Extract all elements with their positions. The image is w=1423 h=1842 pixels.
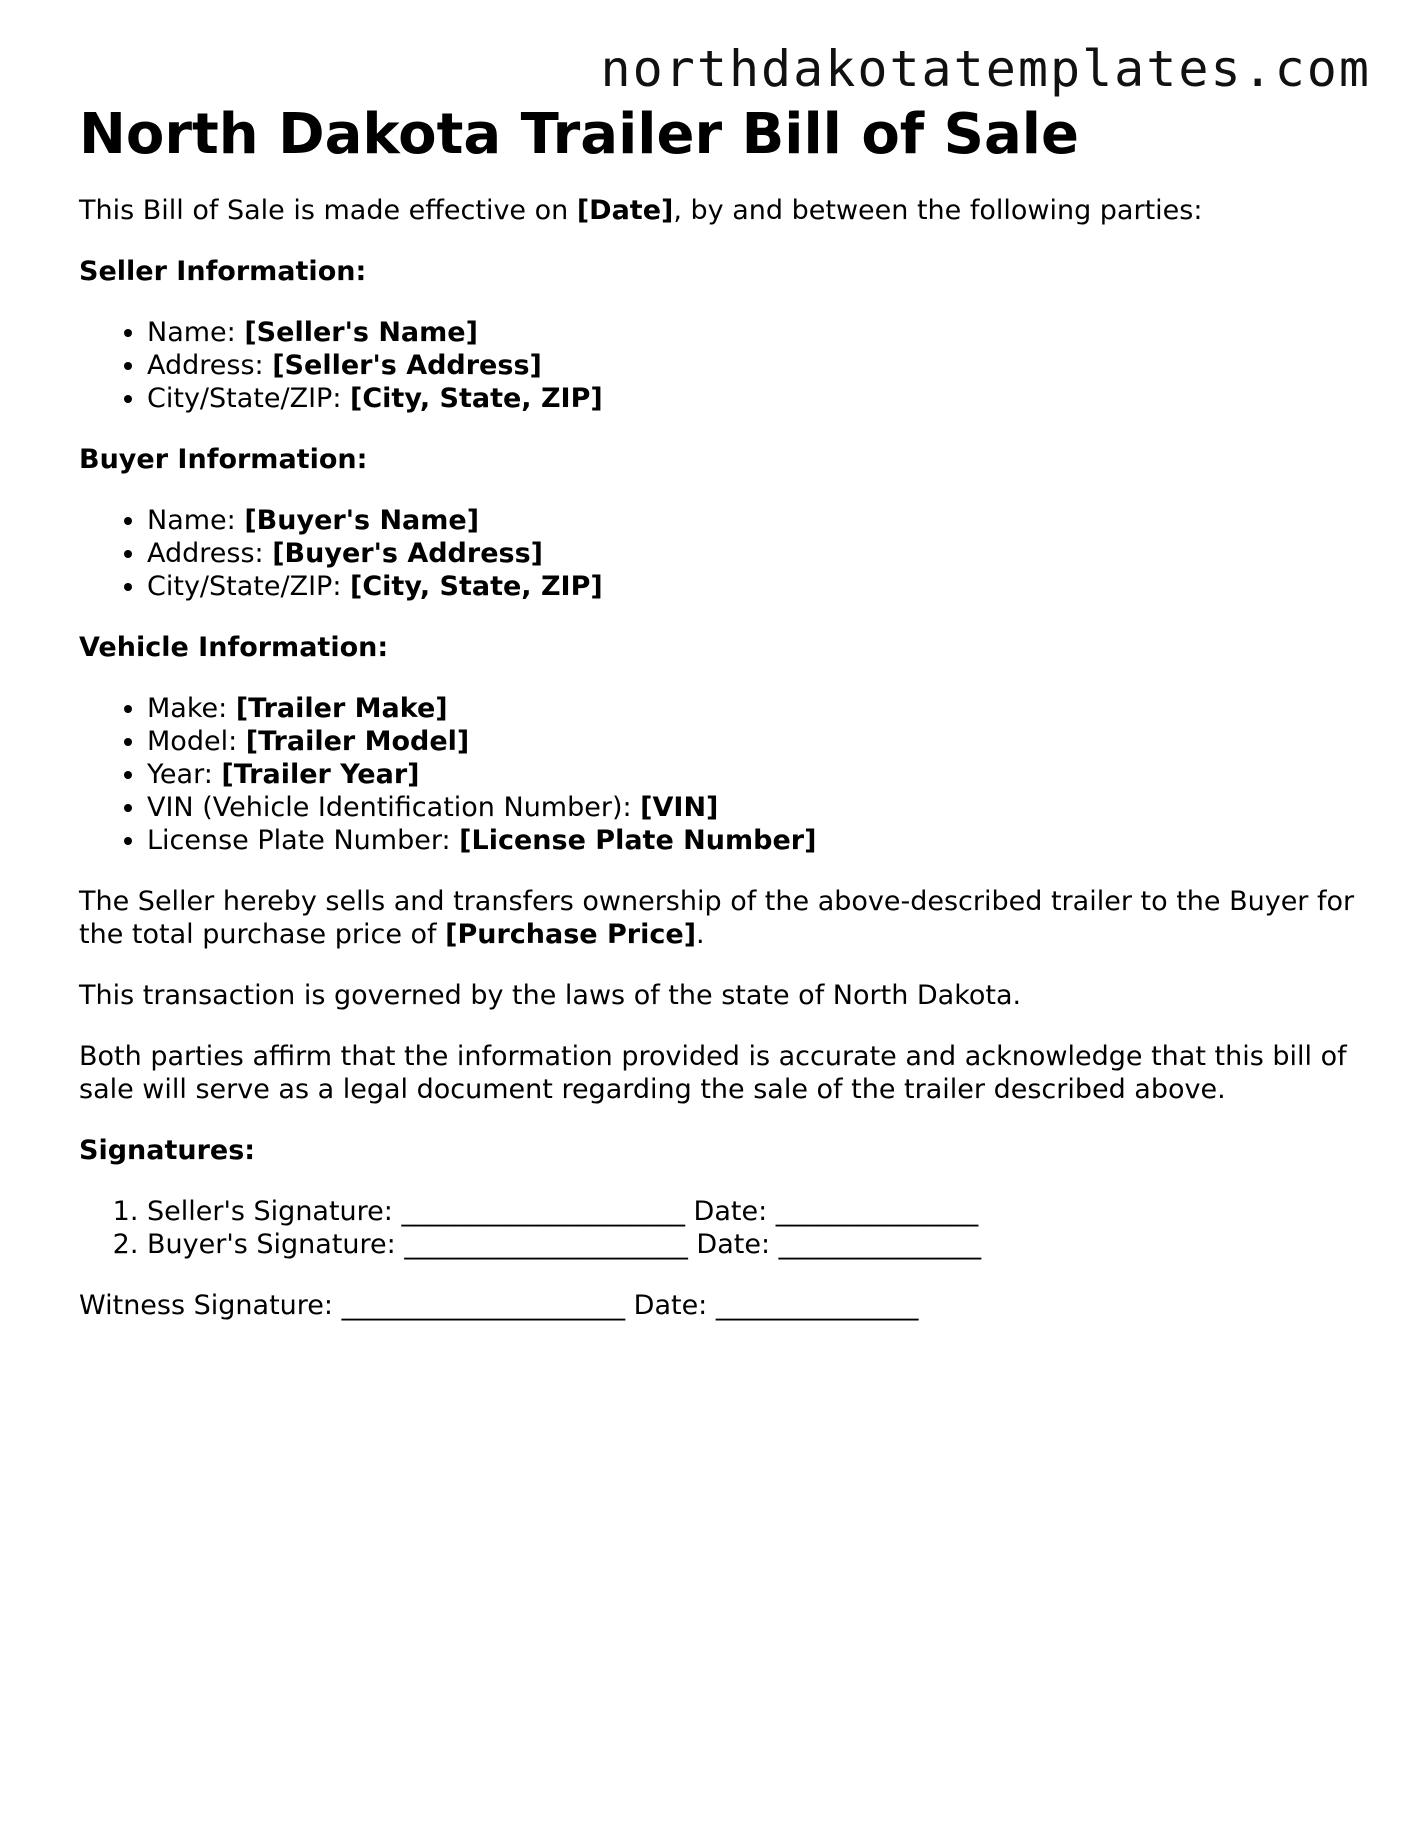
seller-name-field: [Seller's Name]	[244, 317, 478, 348]
seller-address-item	[147, 349, 1359, 382]
governing-law-paragraph: This transaction is governed by the laws of the state of North Dakota.	[79, 980, 1022, 1011]
purchase-price-field: [Purchase Price]	[445, 919, 697, 950]
vehicle-section-heading: Vehicle Information:	[79, 632, 389, 663]
buyer-section-heading: Buyer Information:	[79, 444, 368, 475]
vehicle-make-label: Make:	[147, 693, 236, 724]
page-title: North Dakota Trailer Bill of Sale	[79, 102, 1079, 167]
seller-address-field: [Seller's Address]	[272, 350, 542, 381]
vehicle-model-field: [Trailer Model]	[245, 726, 470, 757]
intro-paragraph	[79, 194, 1359, 227]
site-watermark: northdakotatemplates.com	[600, 40, 1371, 98]
vehicle-info-list	[79, 692, 1359, 857]
intro-text-after: , by and between the following parties:	[673, 195, 1203, 226]
vehicle-year-field: [Trailer Year]	[221, 759, 420, 790]
transfer-text-after: .	[696, 919, 705, 950]
document-body	[79, 96, 1359, 1322]
buyer-address-item	[147, 537, 1359, 570]
vehicle-vin-item	[147, 791, 1359, 824]
buyer-signature-line: 2. Buyer's Signature: _____________________ Date: _______________	[147, 1228, 1359, 1261]
vehicle-vin-label: VIN (Vehicle Identification Number):	[147, 792, 641, 823]
buyer-city-label: City/State/ZIP:	[147, 571, 351, 602]
affirmation-paragraph: Both parties affirm that the information provided is accurate and acknowledge that this bill of sale will serve as a legal document regarding the sale of the trailer described above.	[79, 1041, 1347, 1105]
vehicle-model-item	[147, 725, 1359, 758]
buyer-address-field: [Buyer's Address]	[272, 538, 543, 569]
buyer-city-field: [City, State, ZIP]	[350, 571, 603, 602]
signatures-section-heading: Signatures:	[79, 1135, 256, 1166]
vehicle-vin-field: [VIN]	[640, 792, 719, 823]
seller-name-item	[147, 316, 1359, 349]
vehicle-plate-label: License Plate Number:	[147, 825, 460, 856]
seller-city-item	[147, 382, 1359, 415]
transfer-text-before: The Seller hereby sells and transfers ownership of the above-described trailer to the Buyer for the total purchase price of	[79, 886, 1355, 950]
effective-date-field: [Date]	[576, 195, 674, 226]
buyer-info-list	[79, 504, 1359, 603]
seller-city-field: [City, State, ZIP]	[350, 383, 603, 414]
signature-list	[79, 1195, 1359, 1261]
intro-text-before: This Bill of Sale is made effective on	[79, 195, 577, 226]
buyer-name-label: Name:	[147, 505, 245, 536]
seller-city-label: City/State/ZIP:	[147, 383, 351, 414]
vehicle-model-label: Model:	[147, 726, 246, 757]
vehicle-year-label: Year:	[147, 759, 222, 790]
seller-address-label: Address:	[147, 350, 273, 381]
buyer-city-item	[147, 570, 1359, 603]
buyer-name-item	[147, 504, 1359, 537]
vehicle-year-item	[147, 758, 1359, 791]
vehicle-make-item	[147, 692, 1359, 725]
buyer-name-field: [Buyer's Name]	[244, 505, 480, 536]
seller-signature-line: 1. Seller's Signature: _____________________ Date: _______________	[147, 1195, 1359, 1228]
transfer-paragraph	[79, 885, 1359, 951]
buyer-address-label: Address:	[147, 538, 273, 569]
vehicle-plate-field: [License Plate Number]	[459, 825, 817, 856]
vehicle-plate-item	[147, 824, 1359, 857]
seller-name-label: Name:	[147, 317, 245, 348]
vehicle-make-field: [Trailer Make]	[235, 693, 448, 724]
seller-section-heading: Seller Information:	[79, 256, 367, 287]
seller-info-list	[79, 316, 1359, 415]
witness-signature-line: Witness Signature: _____________________ Date: _______________	[79, 1290, 919, 1321]
